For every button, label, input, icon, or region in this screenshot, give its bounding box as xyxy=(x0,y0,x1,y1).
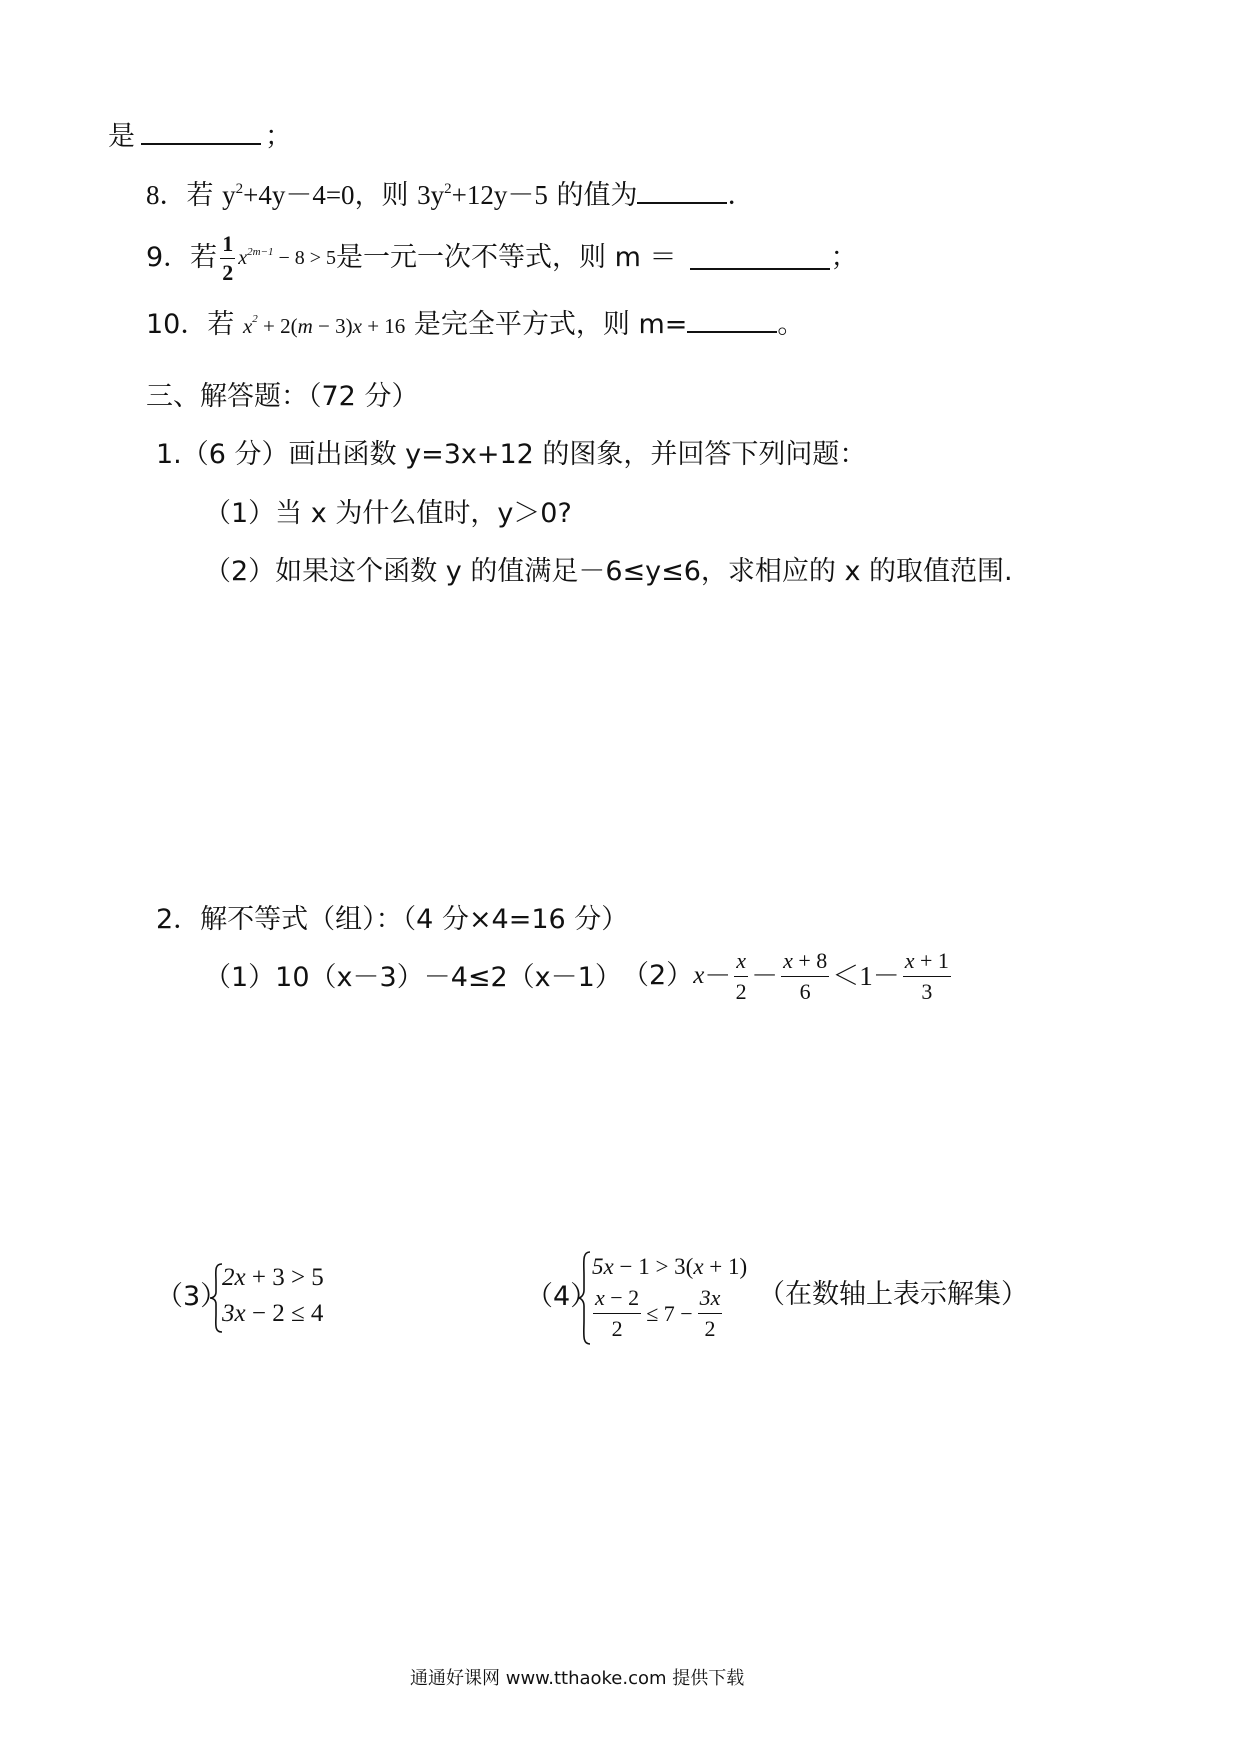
problem-2-sub3-label: （3） xyxy=(156,1281,228,1312)
q8-number: 8．若 xyxy=(146,180,214,210)
fraction-x-plus-1-over-3: $\frac{x + 1}{3}$ xyxy=(904,947,949,1004)
q8-then: ，则 xyxy=(354,180,409,211)
q8-equation: $y^2+4y-4=0$ xyxy=(222,180,355,210)
q9-number: 9．若 xyxy=(146,242,218,273)
fraction-one-half: $\frac{1}{2}$ xyxy=(222,230,234,285)
q10-end: 。 xyxy=(777,309,805,340)
q10-number: 10．若 xyxy=(146,309,235,340)
q10-text: 是完全平方式，则 m= xyxy=(413,309,688,340)
fraction-x-over-2: $\frac{x}{2}$ xyxy=(735,947,747,1004)
system4-line2 xyxy=(590,1286,725,1341)
q9-expression: $x^{2m-1} - 8 > 5$ xyxy=(238,246,337,269)
problem-2-sub2-label: （2） xyxy=(622,960,694,991)
less-than-one: ＜1－ xyxy=(832,961,900,991)
fraction-x-plus-8-over-6: $\frac{x + 8}{6}$ xyxy=(783,947,828,1004)
q8-expression: $3y^2+12y-5$ xyxy=(417,180,548,210)
system3-line1: 2x + 3 > 5 xyxy=(222,1264,324,1291)
answer-blank xyxy=(141,121,261,145)
answer-blank xyxy=(687,309,777,333)
problem-2-stem: 2．解不等式（组）：（4 分×4=16 分） xyxy=(156,904,629,935)
problem-2-sub4-note: （在数轴上表示解集） xyxy=(758,1279,1028,1310)
continuation-suffix: ； xyxy=(265,121,292,152)
answer-blank xyxy=(637,180,727,204)
q9-text: 是一元一次不等式，则 m ＝ xyxy=(336,242,677,273)
problem-1-stem: 1.（6 分）画出函数 y=3x+12 的图象，并回答下列问题： xyxy=(156,439,867,470)
problem-2-sub4-label: （4） xyxy=(526,1281,598,1312)
problem-2-sub2 xyxy=(622,944,954,1008)
q9-end: ； xyxy=(830,242,858,273)
question-10 xyxy=(146,308,804,343)
section-title: 三、解答题：（72 分） xyxy=(146,381,419,412)
page-footer: 通通好课网 www.tthaoke.com 提供下载 xyxy=(410,1668,745,1689)
fraction-x-minus-2-over-2: $\frac{x - 2}{2}$ xyxy=(595,1285,640,1341)
le-seven-minus: ≤ 7 − xyxy=(646,1300,693,1326)
fraction-3x-over-2: $\frac{3x}{2}$ xyxy=(699,1285,721,1341)
continuation-line xyxy=(108,120,292,154)
var-x: x xyxy=(693,962,705,989)
continuation-prefix: 是 xyxy=(108,121,135,152)
minus-sign: － xyxy=(751,961,779,991)
answer-blank xyxy=(690,246,830,270)
question-9 xyxy=(146,228,857,288)
system3-line2: 3x − 2 ≤ 4 xyxy=(222,1300,324,1327)
problem-1-sub2: （2）如果这个函数 y 的值满足－6≤y≤6，求相应的 x 的取值范围. xyxy=(204,556,1013,587)
problem-2-sub1: （1）10（x－3）－4≤2（x－1） xyxy=(204,962,622,993)
minus-sign: － xyxy=(704,961,732,991)
q8-end: ． xyxy=(727,180,755,211)
q8-tail: 的值为 xyxy=(556,180,638,211)
q10-expression: $x^2 + 2(m - 3)x + 16$ xyxy=(242,313,406,338)
problem-1-sub1: （1）当 x 为什么值时，y＞0? xyxy=(204,498,572,529)
system4-line1: 5x − 1 > 3(x + 1) xyxy=(592,1254,748,1279)
question-8 xyxy=(146,178,754,213)
